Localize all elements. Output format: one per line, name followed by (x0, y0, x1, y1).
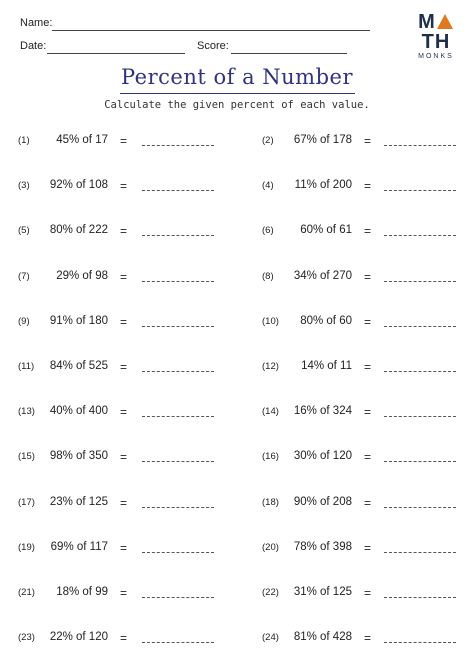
equals-sign: = (120, 224, 128, 238)
problem-number: (11) (18, 361, 35, 372)
logo-subtext: MONKS (418, 53, 454, 60)
problem-item (18, 134, 108, 150)
problem-expression: 34% of 270 (293, 270, 352, 282)
problem-number: (13) (18, 406, 35, 417)
problem-item (262, 450, 352, 466)
problem-number: (6) (262, 225, 274, 236)
problem-item (18, 224, 108, 240)
equals-sign: = (120, 541, 128, 555)
equals-sign: = (120, 496, 128, 510)
problem-number: (5) (18, 225, 30, 236)
equals-sign: = (364, 224, 372, 238)
problem-number: (16) (262, 451, 279, 462)
math-monks-logo (404, 12, 468, 60)
equals-sign: = (364, 315, 372, 329)
equals-sign: = (120, 450, 128, 464)
problem-number: (19) (18, 542, 35, 553)
problem-item (18, 631, 108, 647)
problem-number: (22) (262, 587, 279, 598)
problem-expression: 18% of 99 (56, 586, 108, 598)
equals-sign: = (364, 496, 372, 510)
answer-blank[interactable] (384, 461, 456, 462)
problem-item (262, 179, 352, 195)
problem-number: (4) (262, 180, 274, 191)
problem-item (18, 179, 108, 195)
logo-text-right: TH (421, 31, 451, 53)
answer-blank[interactable] (142, 326, 214, 327)
problem-expression: 40% of 400 (49, 405, 108, 417)
problem-item (18, 270, 108, 286)
problem-expression: 22% of 120 (49, 631, 108, 643)
problem-number: (24) (262, 632, 279, 643)
problem-item (262, 134, 352, 150)
answer-blank[interactable] (384, 281, 456, 282)
problem-expression: 90% of 208 (293, 496, 352, 508)
answer-blank[interactable] (384, 552, 456, 553)
answer-blank[interactable] (142, 461, 214, 462)
equals-sign: = (364, 270, 372, 284)
equals-sign: = (364, 450, 372, 464)
equals-sign: = (120, 270, 128, 284)
problem-item (262, 270, 352, 286)
answer-blank[interactable] (384, 507, 456, 508)
answer-blank[interactable] (142, 642, 214, 643)
problem-number: (12) (262, 361, 279, 372)
problem-expression: 91% of 180 (49, 315, 108, 327)
answer-blank[interactable] (384, 235, 456, 236)
problem-item (18, 450, 108, 466)
problem-expression: 80% of 222 (49, 224, 108, 236)
answer-blank[interactable] (142, 190, 214, 191)
problem-item (262, 586, 352, 602)
problem-item (18, 541, 108, 557)
problem-item (262, 360, 352, 376)
problem-expression: 84% of 525 (49, 360, 108, 372)
problem-number: (15) (18, 451, 35, 462)
problem-expression: 30% of 120 (293, 450, 352, 462)
equals-sign: = (364, 134, 372, 148)
equals-sign: = (364, 179, 372, 193)
problem-item (262, 496, 352, 512)
problem-item (262, 631, 352, 647)
answer-blank[interactable] (384, 642, 456, 643)
date-field-line[interactable] (47, 53, 185, 54)
equals-sign: = (120, 360, 128, 374)
problem-expression: 67% of 178 (293, 134, 352, 146)
problem-expression: 60% of 61 (300, 224, 352, 236)
score-label: Score: (197, 40, 229, 52)
answer-blank[interactable] (384, 190, 456, 191)
problem-number: (17) (18, 497, 35, 508)
name-field-line[interactable] (52, 30, 370, 31)
answer-blank[interactable] (384, 145, 456, 146)
problem-item (262, 224, 352, 240)
name-label: Name: (20, 17, 53, 29)
answer-blank[interactable] (384, 416, 456, 417)
problem-item (262, 541, 352, 557)
equals-sign: = (120, 134, 128, 148)
problem-item (18, 586, 108, 602)
answer-blank[interactable] (142, 552, 214, 553)
answer-blank[interactable] (142, 371, 214, 372)
answer-blank[interactable] (384, 371, 456, 372)
problem-expression: 69% of 117 (50, 541, 108, 553)
problem-number: (9) (18, 316, 30, 327)
problem-expression: 31% of 125 (293, 586, 352, 598)
equals-sign: = (120, 315, 128, 329)
problem-number: (20) (262, 542, 279, 553)
problem-expression: 78% of 398 (293, 541, 352, 553)
problem-number: (23) (18, 632, 35, 643)
date-label: Date: (20, 40, 47, 52)
problem-item (18, 405, 108, 421)
problem-item (262, 405, 352, 421)
problem-expression: 98% of 350 (49, 450, 108, 462)
problem-item (18, 360, 108, 376)
triangle-icon (437, 14, 453, 29)
answer-blank[interactable] (142, 145, 214, 146)
problem-number: (2) (262, 135, 274, 146)
problem-number: (14) (262, 406, 279, 417)
problem-expression: 81% of 428 (293, 631, 352, 643)
problem-number: (7) (18, 271, 30, 282)
answer-blank[interactable] (384, 326, 456, 327)
score-field-line[interactable] (231, 53, 347, 54)
equals-sign: = (120, 405, 128, 419)
equals-sign: = (364, 541, 372, 555)
answer-blank[interactable] (384, 597, 456, 598)
problem-number: (21) (18, 587, 35, 598)
problem-number: (18) (262, 497, 279, 508)
problem-expression: 14% of 11 (301, 360, 352, 372)
problem-expression: 80% of 60 (300, 315, 352, 327)
problem-expression: 23% of 125 (49, 496, 108, 508)
answer-blank[interactable] (142, 416, 214, 417)
answer-blank[interactable] (142, 281, 214, 282)
equals-sign: = (364, 631, 372, 645)
problem-item (18, 496, 108, 512)
equals-sign: = (120, 586, 128, 600)
problem-number: (3) (18, 180, 30, 191)
answer-blank[interactable] (142, 597, 214, 598)
answer-blank[interactable] (142, 507, 214, 508)
equals-sign: = (364, 586, 372, 600)
problem-expression: 11% of 200 (294, 179, 352, 191)
problem-item (18, 315, 108, 331)
equals-sign: = (364, 360, 372, 374)
page-title: Percent of a Number (121, 65, 353, 89)
answer-blank[interactable] (142, 235, 214, 236)
problem-expression: 45% of 17 (56, 134, 108, 146)
equals-sign: = (120, 631, 128, 645)
problem-number: (8) (262, 271, 274, 282)
title-underline (120, 93, 355, 94)
problem-expression: 16% of 324 (293, 405, 352, 417)
problem-number: (1) (18, 135, 30, 146)
problem-expression: 92% of 108 (49, 179, 108, 191)
instructions: Calculate the given percent of each value. (104, 99, 370, 111)
problem-expression: 29% of 98 (56, 270, 108, 282)
logo-text-left: M (418, 11, 436, 33)
problem-item (262, 315, 352, 331)
equals-sign: = (120, 179, 128, 193)
equals-sign: = (364, 405, 372, 419)
problem-number: (10) (262, 316, 279, 327)
